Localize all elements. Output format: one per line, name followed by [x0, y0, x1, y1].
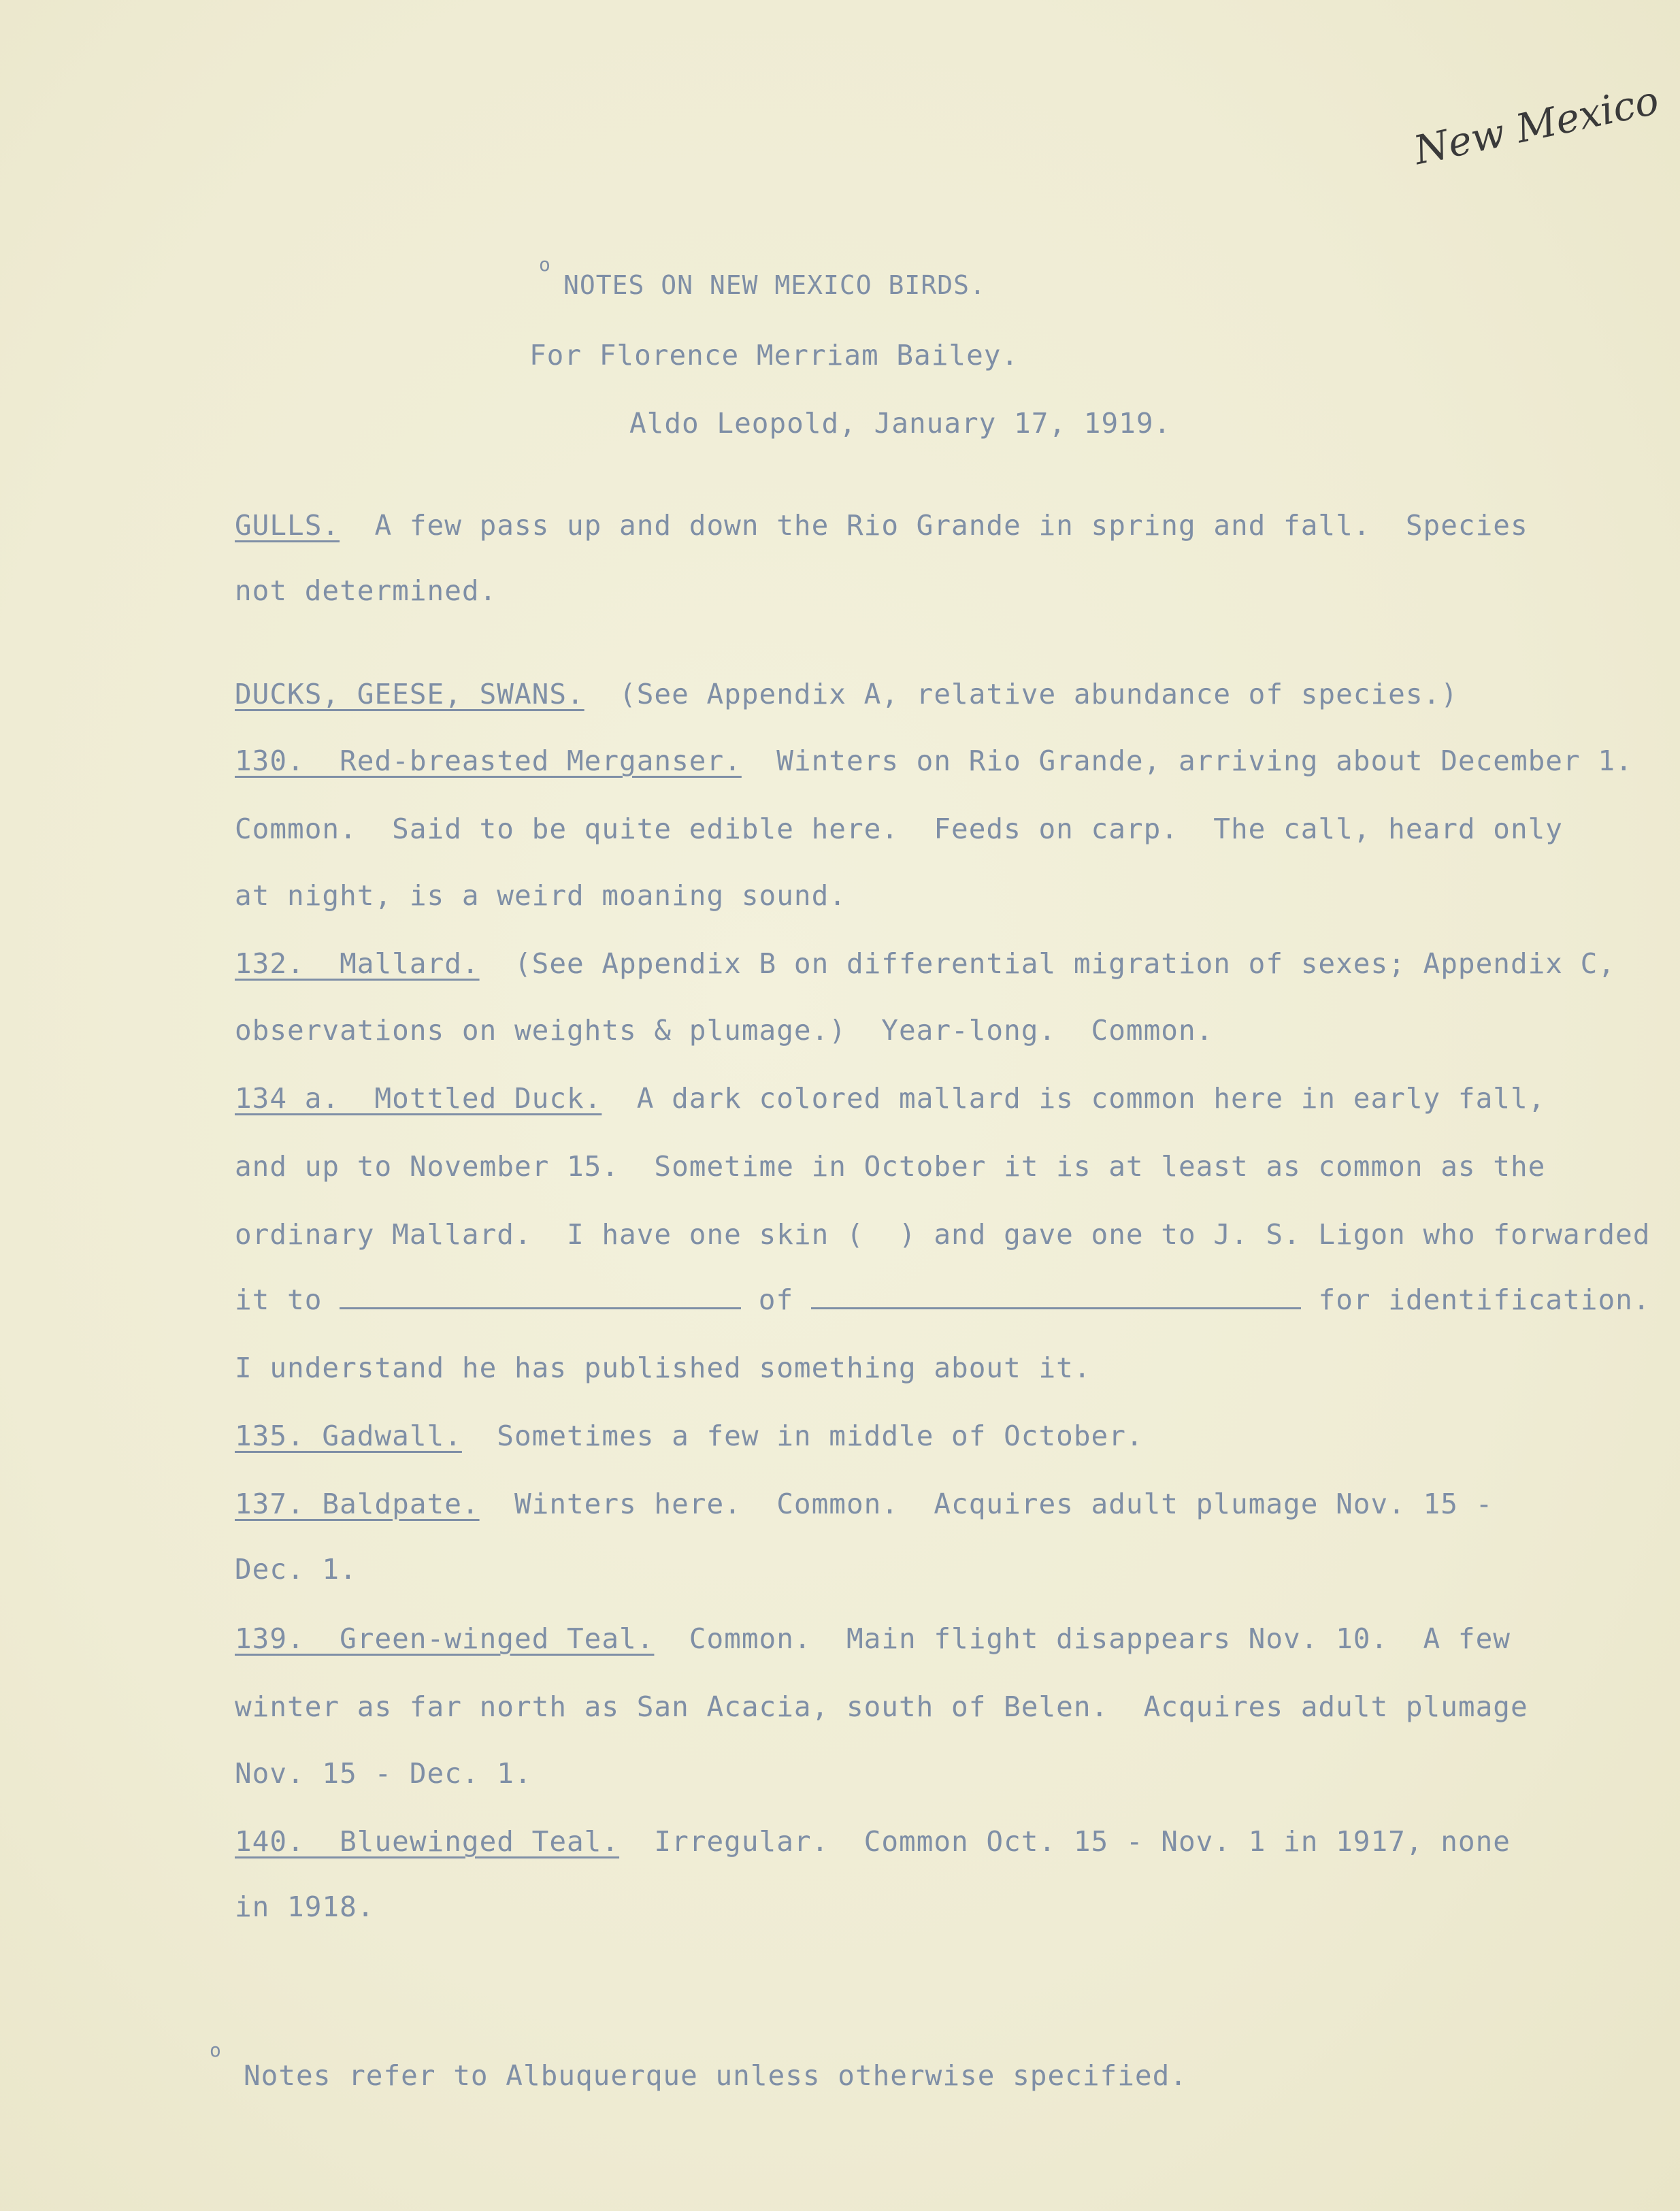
entry-139-cont: winter as far north as San Acacia, south of Belen. Acquires adult plumage — [235, 1690, 1528, 1723]
entry-132: 132. Mallard. (See Appendix B on differential migration of sexes; Appendix C, — [235, 947, 1616, 980]
entry-139: 139. Green-winged Teal. Common. Main flight disappears Nov. 10. A few — [235, 1622, 1511, 1655]
dedication: For Florence Merriam Bailey. — [529, 339, 1019, 372]
entry-134a: 134 a. Mottled Duck. A dark colored mallard is common here in early fall, — [235, 1082, 1546, 1115]
entry-137: 137. Baldpate. Winters here. Common. Acquires adult plumage Nov. 15 - — [235, 1488, 1494, 1520]
entry-132-cont: observations on weights & plumage.) Year-long. Common. — [235, 1014, 1214, 1047]
entry-130: 130. Red-breasted Merganser. Winters on Rio Grande, arriving about December 1. — [235, 744, 1633, 777]
entry-139-cont: Nov. 15 - Dec. 1. — [235, 1757, 532, 1790]
entry-134a-cont: I understand he has published something about it. — [235, 1352, 1091, 1384]
author-date: Aldo Leopold, January 17, 1919. — [629, 407, 1172, 440]
footnote-mark: o — [210, 2039, 221, 2061]
page-title: NOTES ON NEW MEXICO BIRDS. — [563, 270, 986, 300]
entry-134a-blanks: it to of for identification. — [235, 1283, 1651, 1316]
entry-130-cont: Common. Said to be quite edible here. Feeds on carp. The call, heard only — [235, 813, 1563, 845]
entry-137-cont: Dec. 1. — [235, 1553, 357, 1586]
footnote: Notes refer to Albuquerque unless otherwise specified. — [244, 2059, 1187, 2092]
entry-134a-cont: ordinary Mallard. I have one skin ( ) and gave one to J. S. Ligon who forwarded — [235, 1218, 1651, 1251]
entry-gulls: GULLS. A few pass up and down the Rio Grande in spring and fall. Species — [235, 509, 1528, 542]
section-ducks: DUCKS, GEESE, SWANS. (See Appendix A, relative abundance of species.) — [235, 678, 1458, 710]
degree-mark: o — [539, 253, 550, 276]
entry-140-cont: in 1918. — [235, 1890, 375, 1923]
blank-line — [340, 1287, 741, 1309]
entry-140: 140. Bluewinged Teal. Irregular. Common Oct. 15 - Nov. 1 in 1917, none — [235, 1825, 1511, 1858]
entry-130-cont: at night, is a weird moaning sound. — [235, 879, 846, 912]
blank-line — [811, 1287, 1301, 1309]
entry-134a-cont: and up to November 15. Sometime in October it is at least as common as the — [235, 1150, 1546, 1183]
entry-gulls-cont: not determined. — [235, 574, 497, 607]
handwritten-annotation: New Mexico — [1409, 76, 1663, 174]
entry-135: 135. Gadwall. Sometimes a few in middle of October. — [235, 1420, 1144, 1452]
